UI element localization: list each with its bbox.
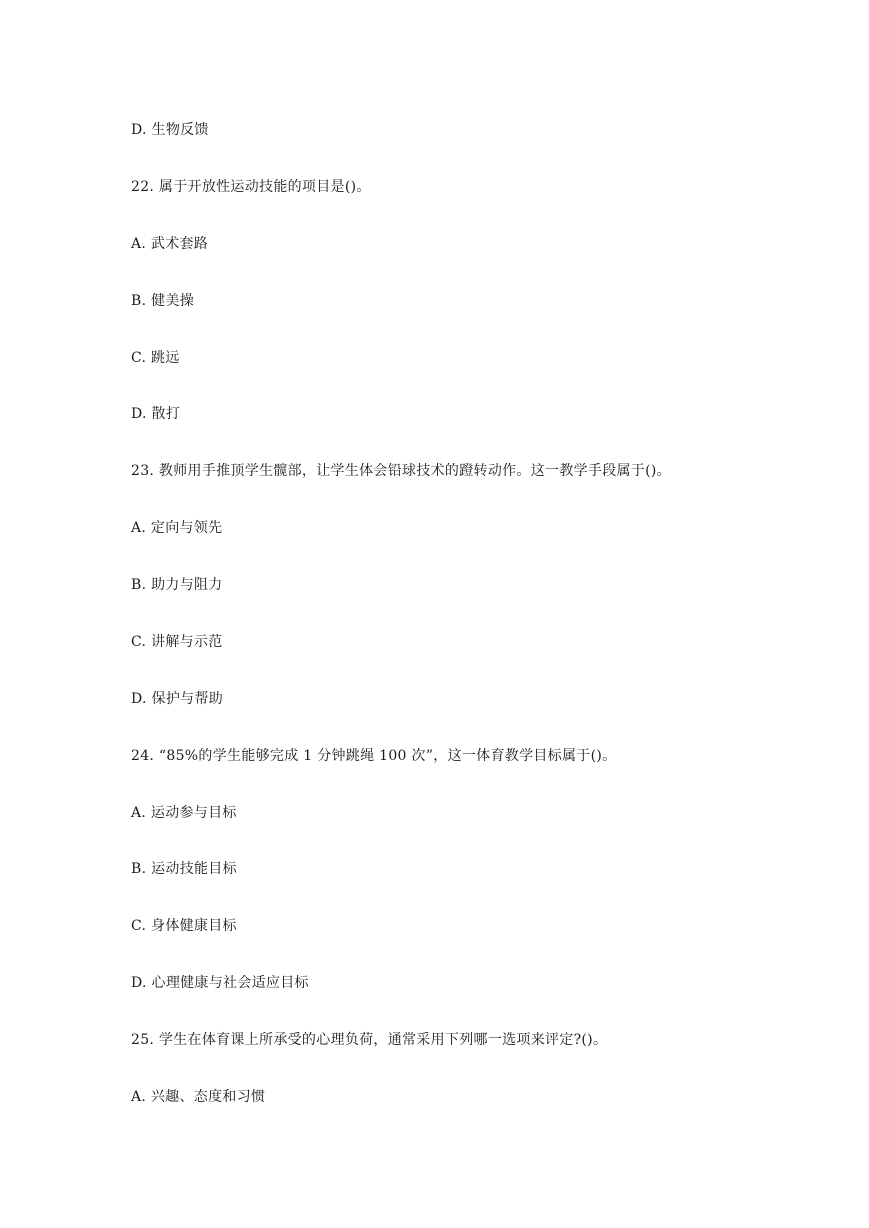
option-b-q23: B. 助力与阻力 [131,577,223,593]
option-b-q22: B. 健美操 [131,293,194,309]
option-a-q23: A. 定向与领先 [131,520,223,536]
option-d-q24: D. 心理健康与社会适应目标 [131,975,309,991]
option-c-q22: C. 跳远 [131,350,180,366]
option-d-q22: D. 散打 [131,406,181,422]
question-25: 25. 学生在体育课上所承受的心理负荷，通常采用下列哪一选项来评定?()。 [131,1032,608,1048]
option-a-q25: A. 兴趣、态度和习惯 [131,1089,266,1105]
option-b-q24: B. 运动技能目标 [131,861,237,877]
option-c-q23: C. 讲解与示范 [131,634,223,650]
question-22: 22. 属于开放性运动技能的项目是()。 [131,179,371,195]
option-d-q21: D. 生物反馈 [131,122,209,138]
option-d-q23: D. 保护与帮助 [131,691,224,707]
question-24: 24. “85%的学生能够完成 1 分钟跳绳 100 次”，这一体育教学目标属于()。 [131,748,617,764]
option-c-q24: C. 身体健康目标 [131,918,237,934]
option-a-q24: A. 运动参与目标 [131,805,237,821]
question-23: 23. 教师用手推顶学生髋部，让学生体会铅球技术的蹬转动作。这一教学手段属于()。 [131,463,671,479]
option-a-q22: A. 武术套路 [131,236,209,252]
